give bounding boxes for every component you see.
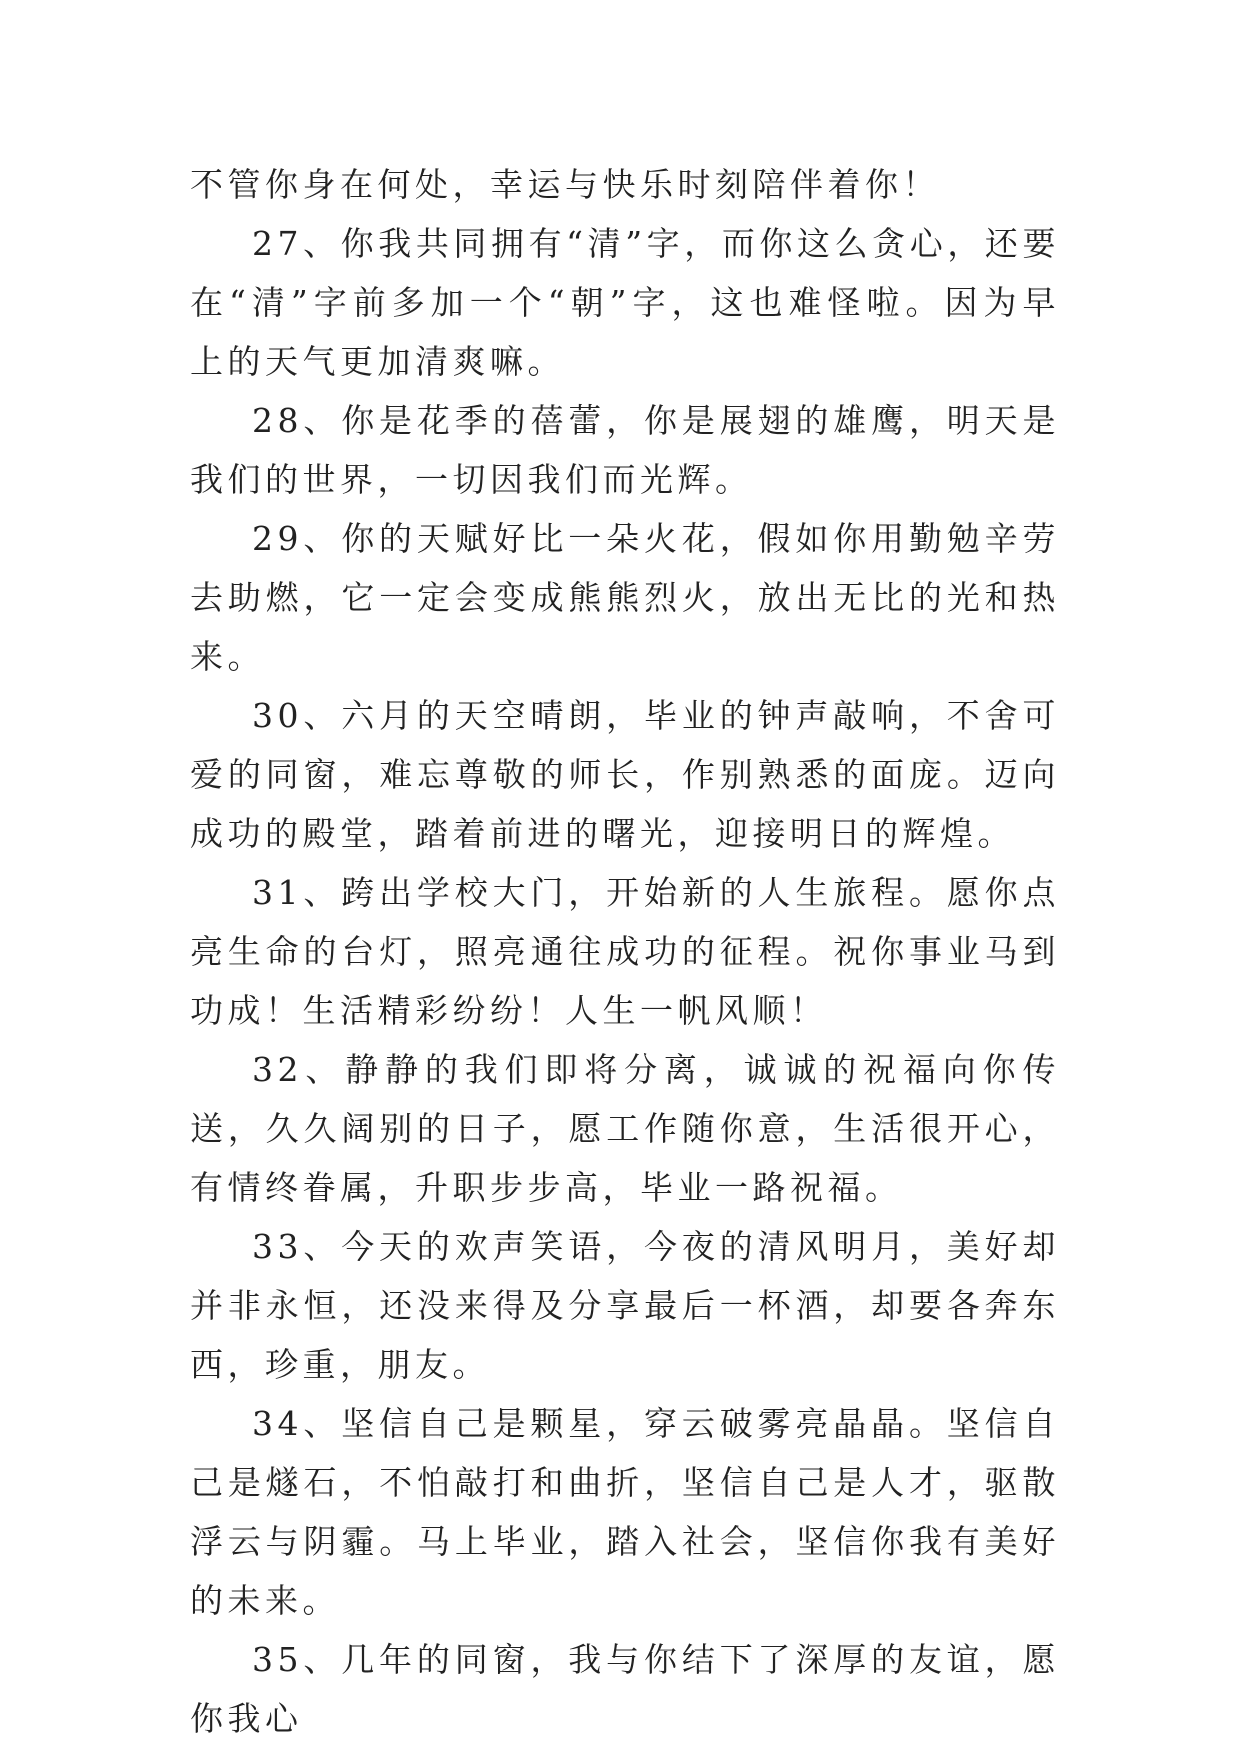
paragraph-28: 28、你是花季的蓓蕾，你是展翅的雄鹰，明天是我们的世界，一切因我们而光辉。 xyxy=(190,401,1060,499)
paragraph-34: 34、坚信自己是颗星，穿云破雾亮晶晶。坚信自己是燧石，不怕敲打和曲折，坚信自己是人才，驱散浮云与阴霾。马上毕业，踏入社会，坚信你我有美好的未来。 xyxy=(190,1404,1060,1620)
document-body xyxy=(190,155,1060,1748)
paragraph-continuation: 不管你身在何处，幸运与快乐时刻陪伴着你！ xyxy=(190,165,940,204)
paragraph-35: 35、几年的同窗，我与你结下了深厚的友谊，愿你我心 xyxy=(190,1640,1060,1738)
paragraph-33: 33、今天的欢声笑语，今夜的清风明月，美好却并非永恒，还没来得及分享最后一杯酒，却要各奔东西，珍重，朋友。 xyxy=(190,1227,1060,1384)
paragraph-29: 29、你的天赋好比一朵火花，假如你用勤勉辛劳去助燃，它一定会变成熊熊烈火，放出无比的光和热来。 xyxy=(190,519,1060,676)
paragraph-30: 30、六月的天空晴朗，毕业的钟声敲响，不舍可爱的同窗，难忘尊敬的师长，作别熟悉的面庞。迈向成功的殿堂，踏着前进的曙光，迎接明日的辉煌。 xyxy=(190,696,1060,853)
paragraph-31: 31、跨出学校大门，开始新的人生旅程。愿你点亮生命的台灯，照亮通往成功的征程。祝你事业马到功成！生活精彩纷纷！人生一帆风顺！ xyxy=(190,873,1060,1030)
paragraph-32: 32、静静的我们即将分离，诚诚的祝福向你传送，久久阔别的日子，愿工作随你意，生活很开心，有情终眷属，升职步步高，毕业一路祝福。 xyxy=(190,1050,1060,1207)
paragraph-27: 27、你我共同拥有“清”字，而你这么贪心，还要在“清”字前多加一个“朝”字，这也难怪啦。因为早上的天气更加清爽嘛。 xyxy=(190,224,1060,381)
